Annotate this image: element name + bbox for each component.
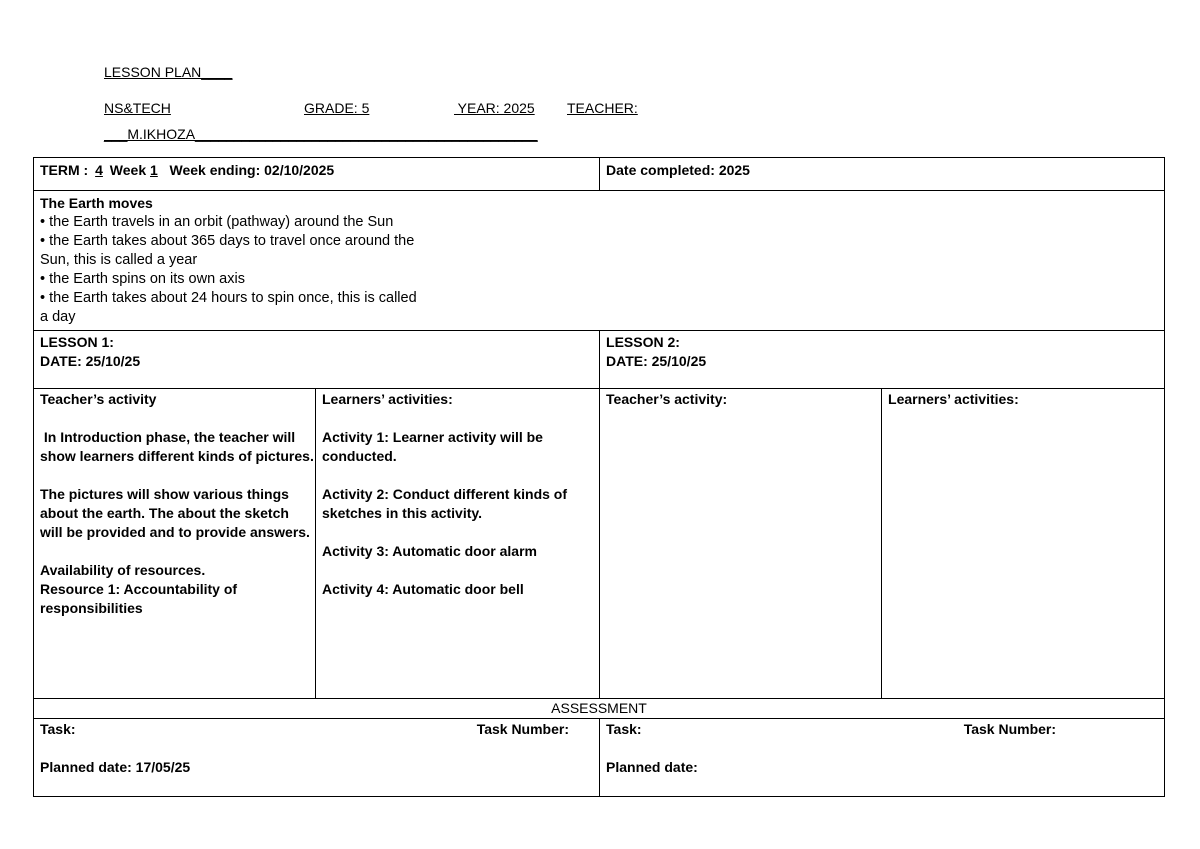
topic-line: • the Earth takes about 365 days to travel once around the [40,233,415,249]
document-title: LESSON PLAN____ [104,64,233,80]
assessment-right-cell [600,719,1165,797]
l1-learners-activity-2: Activity 2: Conduct different kinds of sketches in this activity. [322,486,568,521]
assessment-title: ASSESSMENT [551,700,647,716]
activities-row [34,389,1165,699]
topic-cell [34,191,1165,331]
date-completed: Date completed: 2025 [606,162,750,178]
right-planned-date: Planned date: [606,759,698,775]
l2-teacher-cell [600,389,882,699]
date-completed-cell [600,158,1165,191]
left-planned-date: Planned date: 17/05/25 [40,759,191,775]
l1-teacher-resource1: Resource 1: Accountability of responsibilities [40,581,238,616]
term-label: TERM : [40,162,93,178]
l1-learners-activity-3: Activity 3: Automatic door alarm [322,543,537,559]
lesson1-label: LESSON 1: [40,334,114,350]
l1-learners-cell [316,389,600,699]
week-label: Week [109,162,151,178]
l1-learners-activity-4: Activity 4: Automatic door bell [322,581,524,597]
lesson1-cell [34,331,600,389]
l2-teacher-heading: Teacher’s activity: [606,391,728,407]
lesson1-date: DATE: 25/10/25 [40,353,141,369]
topic-line: • the Earth spins on its own axis [40,271,245,287]
assessment-title-row [34,699,1165,719]
assessment-left-cell [34,719,600,797]
lesson-row [34,331,1165,389]
l2-learners-cell [882,389,1165,699]
term-cell [34,158,600,191]
term-value: 4 [95,162,103,178]
topic-line: • the Earth takes about 24 hours to spin once, this is called [40,290,417,306]
topic-line: Sun, this is called a year [40,252,198,268]
assessment-row [34,719,1165,797]
assessment-title-cell [34,699,1165,719]
left-task-number-label: Task Number: [476,721,570,737]
teacher-name: ___M.IKHOZA____________________________________________ [104,126,538,142]
lesson2-date: DATE: 25/10/25 [606,353,707,369]
left-task-label: Task: [40,721,76,737]
topic-title: The Earth moves [40,195,153,211]
topic-row [34,191,1165,331]
lesson-plan-table [33,157,1165,797]
right-task-label: Task: [606,721,642,737]
week-ending: Week ending: 02/10/2025 [169,162,335,178]
term-row [34,158,1165,191]
right-task-number-label: Task Number: [963,721,1057,737]
l2-learners-heading: Learners’ activities: [888,391,1019,407]
lesson2-cell [600,331,1165,389]
subject-label: NS&TECH [104,100,171,116]
l1-teacher-cell [34,389,316,699]
week-value: 1 [150,162,158,178]
l1-teacher-intro: In Introduction phase, the teacher will show learners different kinds of pictures. [40,429,314,464]
l1-teacher-heading: Teacher’s activity [40,391,157,407]
teacher-label: TEACHER: [567,100,638,116]
year-label: YEAR: 2025 [454,100,535,116]
l1-teacher-availability: Availability of resources. [40,562,206,578]
lesson2-label: LESSON 2: [606,334,680,350]
topic-line: • the Earth travels in an orbit (pathway) around the Sun [40,214,394,230]
l1-learners-heading: Learners’ activities: [322,391,453,407]
l1-learners-activity-1: Activity 1: Learner activity will be conducted. [322,429,543,464]
grade-label: GRADE: 5 [304,100,370,116]
topic-line: a day [40,309,76,325]
l1-teacher-pictures: The pictures will show various things about the earth. The about the sketch will be provided and to provide answers. [40,486,310,540]
